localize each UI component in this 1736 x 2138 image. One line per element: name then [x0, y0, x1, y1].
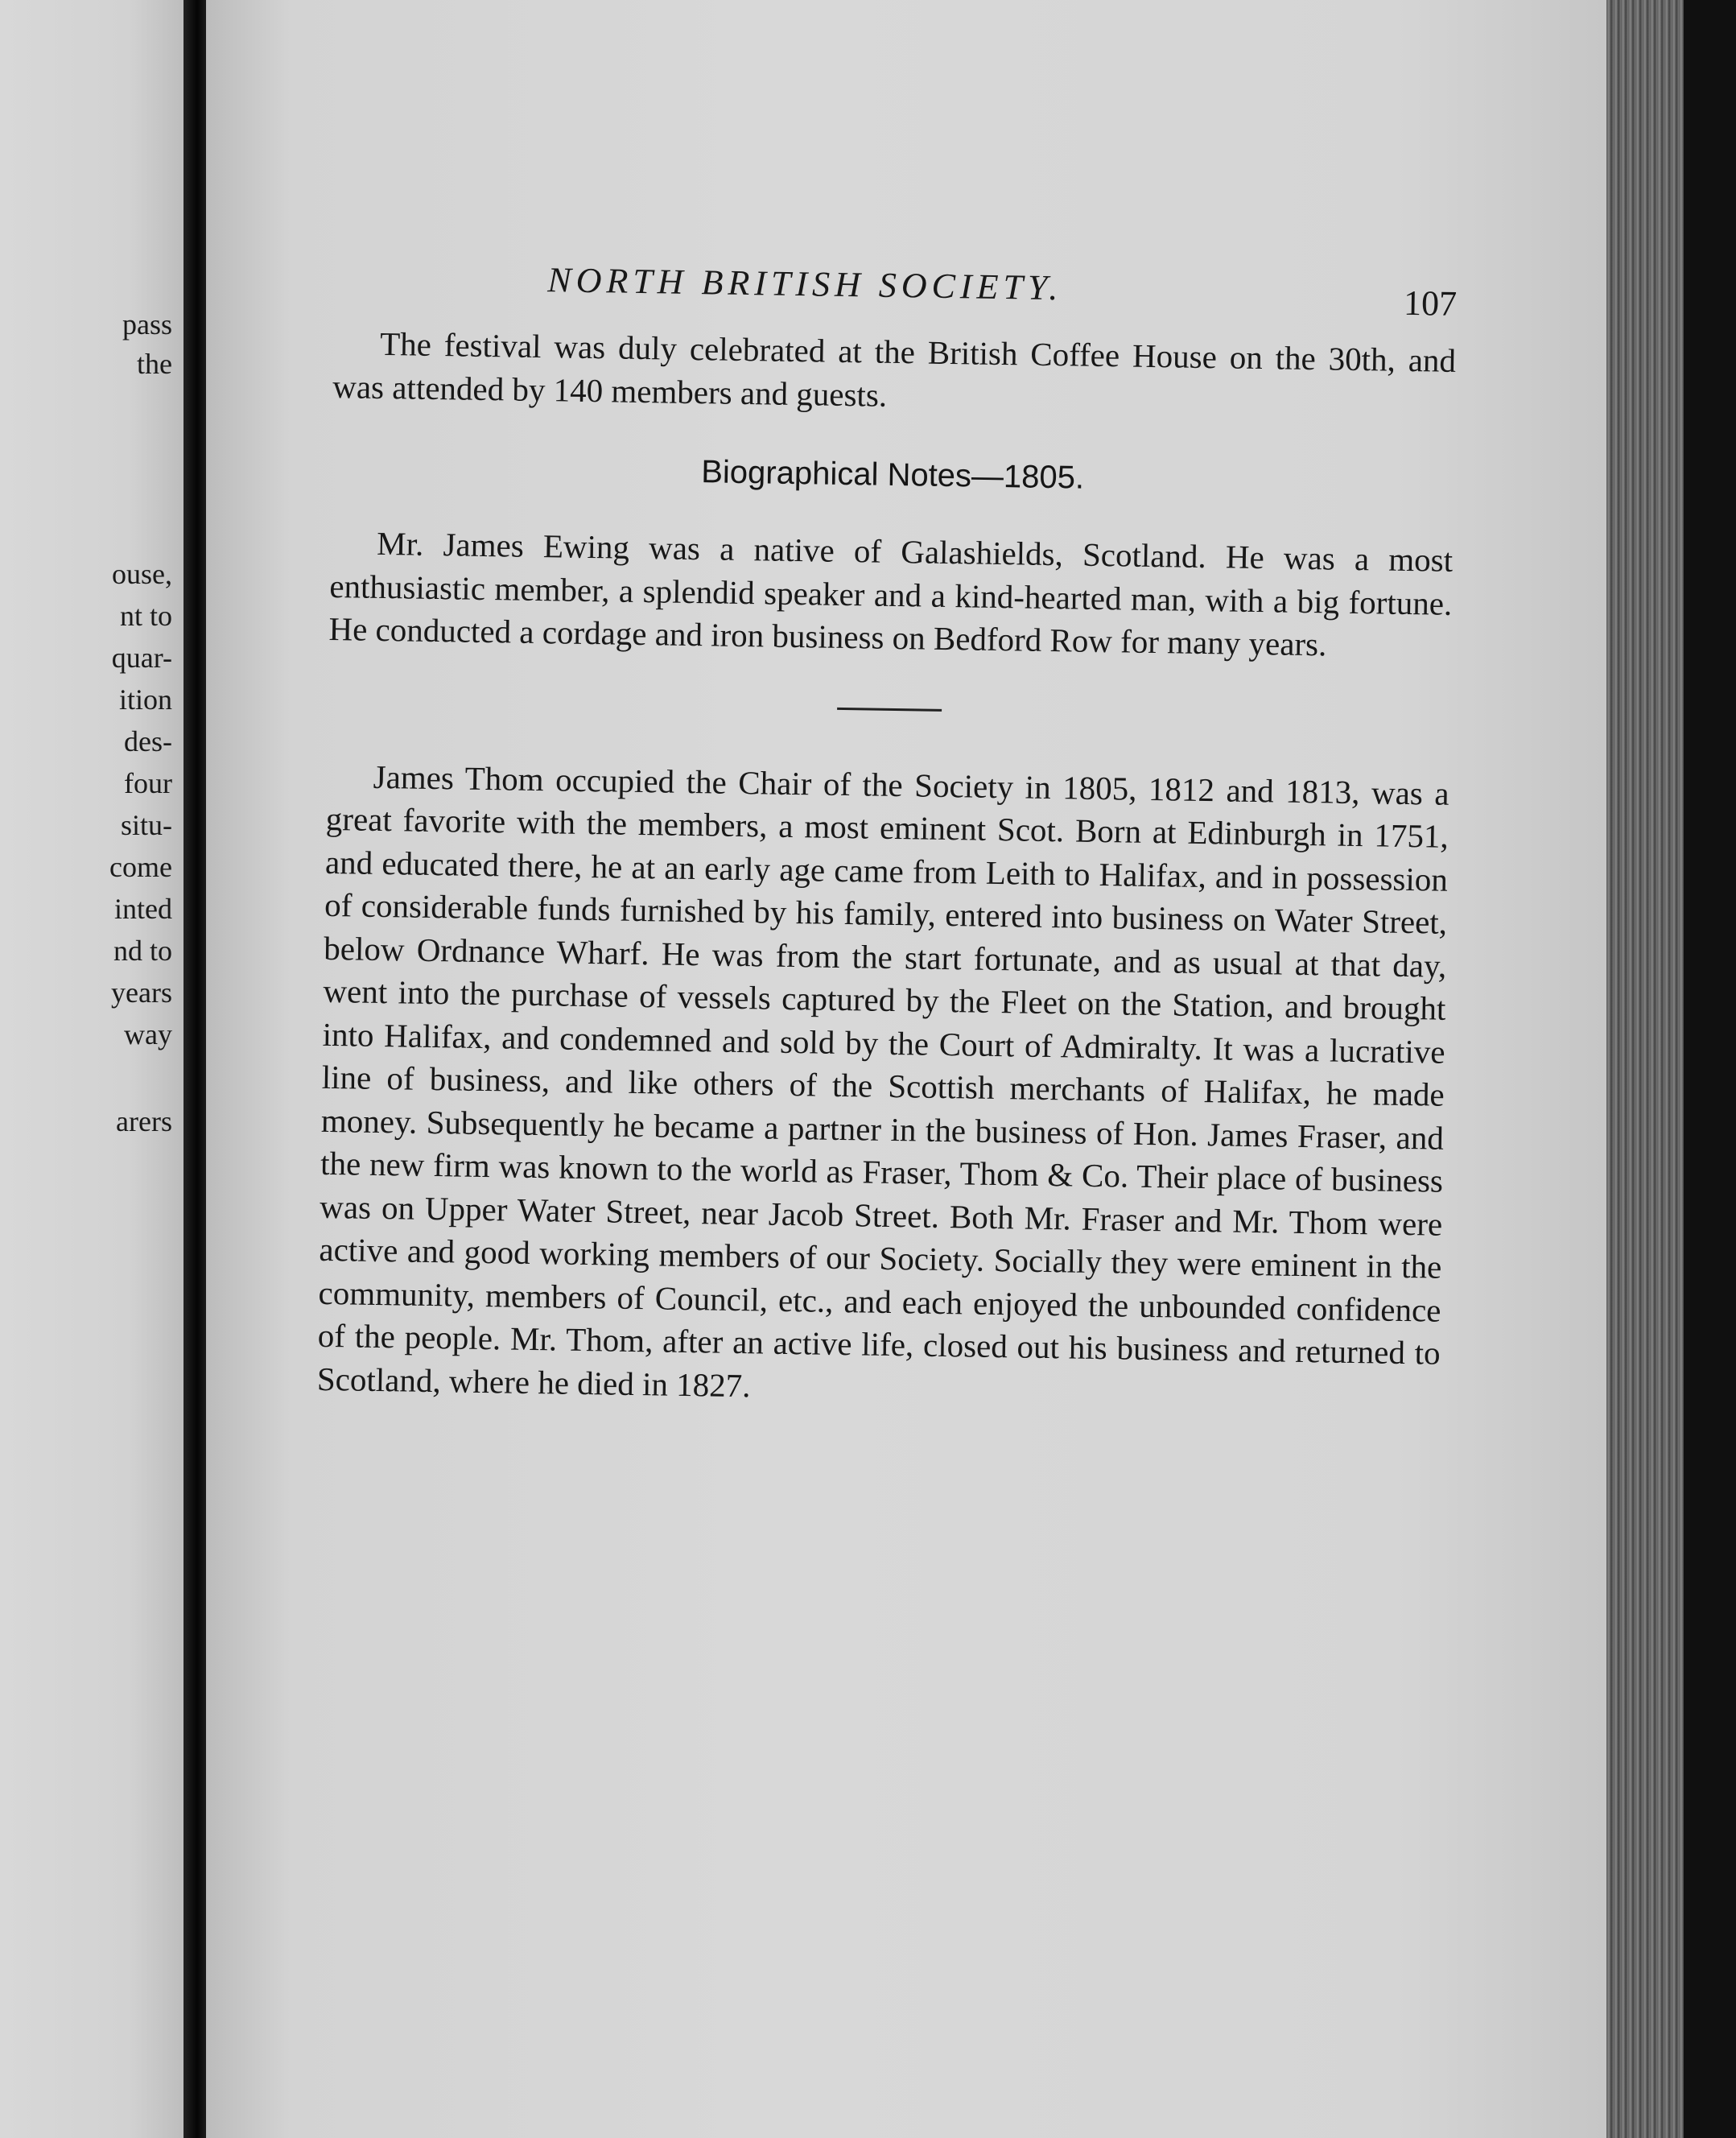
left-page-line: way: [124, 1018, 172, 1050]
left-page-line: four: [124, 767, 172, 799]
section-heading: Biographical Notes—1805.: [700, 454, 1085, 496]
ewing-paragraph: Mr. James Ewing was a native of Galashields, Scotland. He was a most enthusiastic member, a splendid speaker and a kind-hearted man, with a big fortune. He conducted a cordage and iron business on Bedford Row for many years.: [328, 524, 1454, 663]
left-page-line: years: [111, 976, 172, 1009]
facing-page-edge: [0, 0, 183, 2138]
thom-paragraph: James Thom occupied the Chair of the Society in 1805, 1812 and 1813, was a great favorite with the members, a most eminent Scot. Born at Edinburgh in 1751, and educated there, he at an early age came from Leith to Halifax, and in possession of considerable funds furnished by his family, entered into business on Water Street, below Ordnance Wharf. He was from the start fortunate, and as usual at that day, went into the purchase of vessels captured by the Fleet on the Station, and brought into Halifax, and condemned and sold by the Court of Admiralty. It was a lucrative line of business, and like others of the Scottish merchants of Halifax, he made money. Subsequently he became a partner in the business of Hon. James Fraser, and the new firm was known to the world as Fraser, Thom & Co. Their place of business was on Upper Water Street, near Jacob Street. Both Mr. Fraser and Mr. Thom were active and good working members of our Society. Socially they were eminent in the community, members of Council, etc., and each enjoyed the unbounded confidence of the people. Mr. Thom, after an active life, closed out his business and returned to Scotland, where he died in 1827.: [316, 757, 1449, 1404]
book-gutter: [183, 0, 206, 2138]
left-page-line: quar-: [111, 642, 172, 674]
section-divider: [837, 707, 942, 711]
left-page-line: inted: [114, 893, 172, 925]
running-title: NORTH BRITISH SOCIETY.: [546, 260, 1063, 308]
page: [206, 0, 1606, 2138]
left-page-line: nd to: [113, 935, 172, 967]
left-page-line: situ-: [120, 809, 172, 841]
left-page-line: des-: [124, 725, 172, 757]
left-page-line: ouse,: [112, 558, 172, 590]
page-edges: [1606, 0, 1684, 2138]
left-page-line: ition: [118, 683, 172, 716]
left-page-line: arers: [116, 1105, 172, 1137]
left-page-line: nt to: [119, 600, 172, 632]
left-page-line: come: [109, 851, 172, 883]
page-number: 107: [1403, 283, 1458, 324]
page-content: [317, 250, 1458, 1418]
festival-paragraph: The festival was duly celebrated at the British Coffee House on the 30th, and was attended by 140 members and guests.: [332, 324, 1457, 414]
left-page-line: the: [137, 348, 172, 380]
book-cover-edge: [1684, 0, 1736, 2138]
left-page-line: pass: [122, 308, 172, 341]
